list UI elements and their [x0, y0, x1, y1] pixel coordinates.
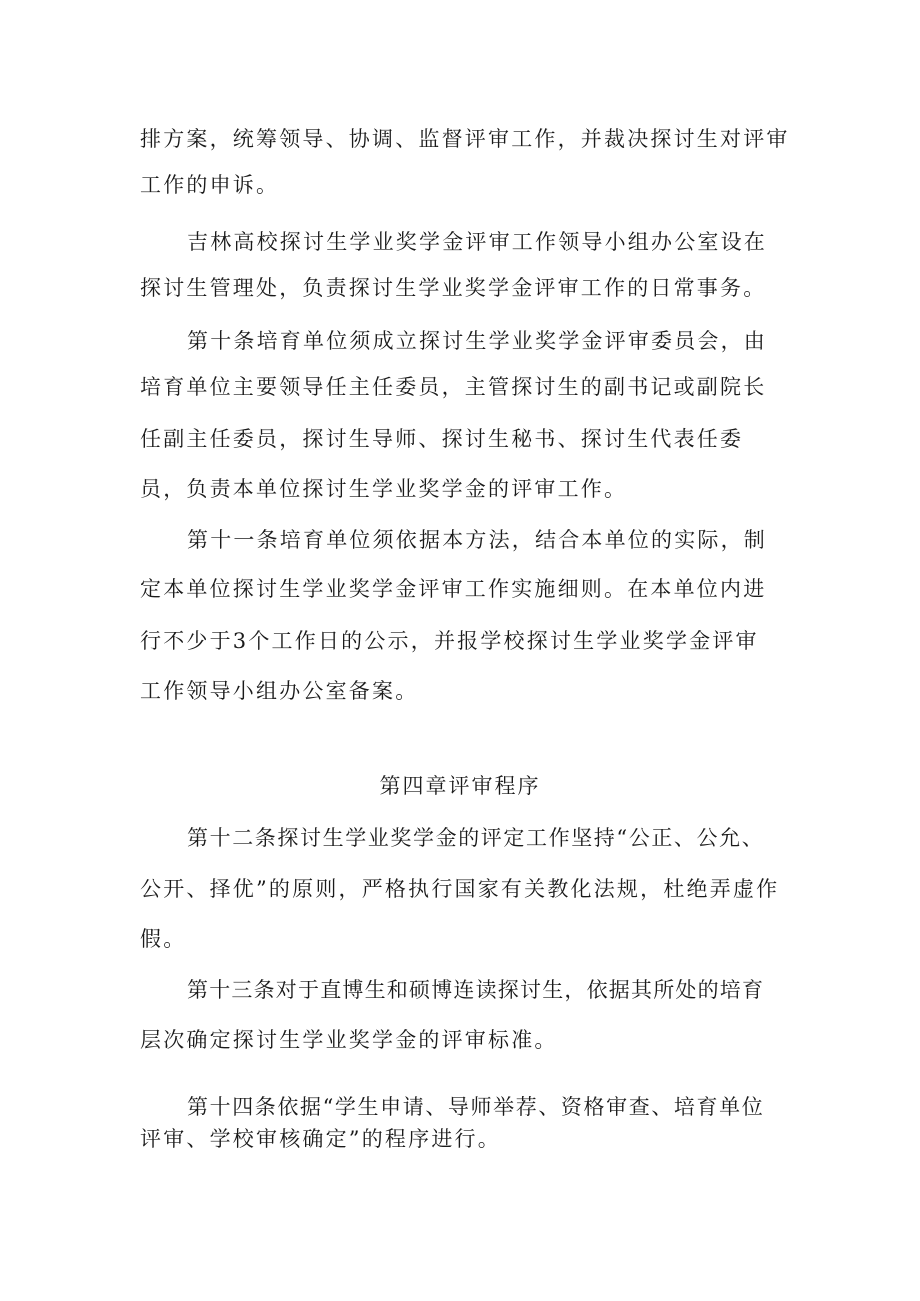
paragraph-line: 第十一条培育单位须依据本方法，结合本单位的实际，制 [187, 528, 767, 552]
paragraph-line: 培育单位主要领导任主任委员，主管探讨生的副书记或副院长 [140, 375, 767, 399]
paragraph-line: 任副主任委员，探讨生导师、探讨生秘书、探讨生代表任委 [140, 427, 744, 451]
paragraph-line: 评审、学校审核确定”的程序进行。 [140, 1127, 501, 1151]
chapter-heading-text: 第四章评审程序 [379, 774, 541, 798]
paragraph-line: 第十二条探讨生学业奖学金的评定工作坚持“公正、公允、 [187, 826, 765, 850]
paragraph-line: 探讨生管理处，负责探讨生学业奖学金评审工作的日常事务。 [140, 276, 767, 300]
paragraph-line: 层次确定探讨生学业奖学金的评审标准。 [140, 1028, 558, 1052]
chapter-heading [0, 771, 920, 801]
paragraph-line: 工作的申诉。 [140, 173, 280, 197]
paragraph-line: 第十三条对于直博生和硕博连读探讨生，依据其所处的培育 [187, 978, 765, 1002]
paragraph-line: 第十四条依据“学生申请、导师举荐、资格审查、培育单位 [187, 1095, 765, 1119]
paragraph-line: 工作领导小组办公室备案。 [140, 679, 419, 703]
paragraph-line: 吉林高校探讨生学业奖学金评审工作领导小组办公室设在 [187, 230, 767, 254]
paragraph-line: 行不少于3个工作日的公示，并报学校探讨生学业奖学金评审 [140, 629, 759, 653]
paragraph-line: 第十条培育单位须成立探讨生学业奖学金评审委员会，由 [187, 329, 767, 353]
paragraph-line: 员，负责本单位探讨生学业奖学金的评审工作。 [140, 477, 628, 501]
paragraph-line: 定本单位探讨生学业奖学金评审工作实施细则。在本单位内进 [140, 577, 767, 601]
paragraph-line: 假。 [140, 927, 187, 951]
paragraph-line: 排方案，统筹领导、协调、监督评审工作，并裁决探讨生对评审 [140, 127, 790, 151]
paragraph-line: 公开、择优”的原则，严格执行国家有关教化法规，杜绝弄虚作 [140, 877, 780, 901]
